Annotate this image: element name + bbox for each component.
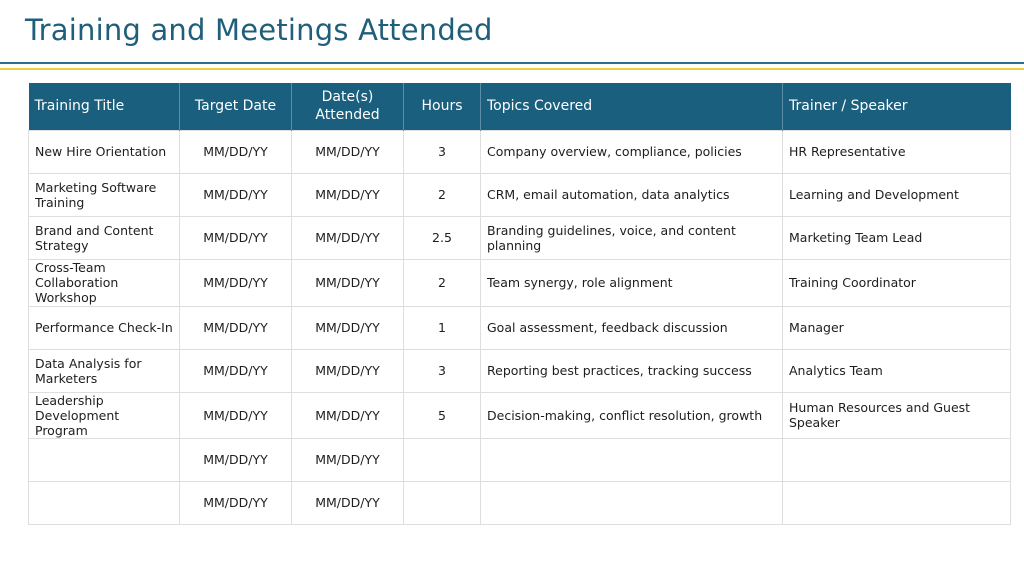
cell-target-date: MM/DD/YY [180, 259, 292, 306]
cell-date-attended: MM/DD/YY [292, 173, 404, 216]
cell-date-attended: MM/DD/YY [292, 259, 404, 306]
cell-training-title: Performance Check-In [29, 306, 180, 349]
table-row [29, 306, 1011, 349]
cell-target-date: MM/DD/YY [180, 392, 292, 438]
table-row [29, 349, 1011, 392]
table-row [29, 130, 1011, 173]
cell-target-date: MM/DD/YY [180, 438, 292, 481]
cell-hours: 1 [404, 306, 481, 349]
cell-trainer: Human Resources and Guest Speaker [783, 392, 1011, 438]
cell-date-attended: MM/DD/YY [292, 306, 404, 349]
cell-topics: CRM, email automation, data analytics [481, 173, 783, 216]
cell-date-attended: MM/DD/YY [292, 349, 404, 392]
cell-target-date: MM/DD/YY [180, 481, 292, 524]
cell-training-title: Leadership Development Program [29, 392, 180, 438]
cell-hours: 2 [404, 173, 481, 216]
cell-trainer: Manager [783, 306, 1011, 349]
header-training-title: Training Title [29, 83, 180, 130]
cell-hours: 3 [404, 130, 481, 173]
cell-target-date: MM/DD/YY [180, 349, 292, 392]
table-row [29, 259, 1011, 306]
cell-date-attended: MM/DD/YY [292, 216, 404, 259]
cell-topics: Branding guidelines, voice, and content planning [481, 216, 783, 259]
cell-date-attended: MM/DD/YY [292, 438, 404, 481]
cell-target-date: MM/DD/YY [180, 306, 292, 349]
cell-trainer [783, 481, 1011, 524]
cell-topics: Reporting best practices, tracking success [481, 349, 783, 392]
table-row [29, 173, 1011, 216]
cell-training-title: Cross-Team Collaboration Workshop [29, 259, 180, 306]
cell-date-attended: MM/DD/YY [292, 481, 404, 524]
header-dates-attended: Date(s) Attended [292, 83, 404, 130]
cell-training-title [29, 481, 180, 524]
table-row [29, 438, 1011, 481]
header-hours: Hours [404, 83, 481, 130]
cell-trainer: Analytics Team [783, 349, 1011, 392]
cell-topics: Company overview, compliance, policies [481, 130, 783, 173]
table-row [29, 392, 1011, 438]
cell-trainer [783, 438, 1011, 481]
cell-training-title: Marketing Software Training [29, 173, 180, 216]
cell-target-date: MM/DD/YY [180, 173, 292, 216]
table-row [29, 481, 1011, 524]
cell-hours: 2 [404, 259, 481, 306]
title-divider-blue [0, 62, 1024, 64]
header-topics-covered: Topics Covered [481, 83, 783, 130]
cell-date-attended: MM/DD/YY [292, 130, 404, 173]
cell-trainer: Training Coordinator [783, 259, 1011, 306]
cell-trainer: Marketing Team Lead [783, 216, 1011, 259]
cell-topics [481, 438, 783, 481]
cell-hours [404, 481, 481, 524]
cell-trainer: HR Representative [783, 130, 1011, 173]
training-table [28, 83, 1011, 525]
header-target-date: Target Date [180, 83, 292, 130]
cell-trainer: Learning and Development [783, 173, 1011, 216]
cell-target-date: MM/DD/YY [180, 130, 292, 173]
cell-hours: 3 [404, 349, 481, 392]
cell-topics: Decision-making, conflict resolution, growth [481, 392, 783, 438]
table-row [29, 216, 1011, 259]
cell-hours: 5 [404, 392, 481, 438]
title-divider-yellow [0, 68, 1024, 70]
page-title: Training and Meetings Attended [25, 13, 493, 47]
cell-date-attended: MM/DD/YY [292, 392, 404, 438]
header-trainer-speaker: Trainer / Speaker [783, 83, 1011, 130]
cell-training-title: New Hire Orientation [29, 130, 180, 173]
cell-topics [481, 481, 783, 524]
cell-topics: Goal assessment, feedback discussion [481, 306, 783, 349]
cell-topics: Team synergy, role alignment [481, 259, 783, 306]
cell-target-date: MM/DD/YY [180, 216, 292, 259]
cell-hours [404, 438, 481, 481]
cell-training-title: Brand and Content Strategy [29, 216, 180, 259]
table-header-row [29, 83, 1011, 130]
cell-training-title [29, 438, 180, 481]
cell-training-title: Data Analysis for Marketers [29, 349, 180, 392]
cell-hours: 2.5 [404, 216, 481, 259]
